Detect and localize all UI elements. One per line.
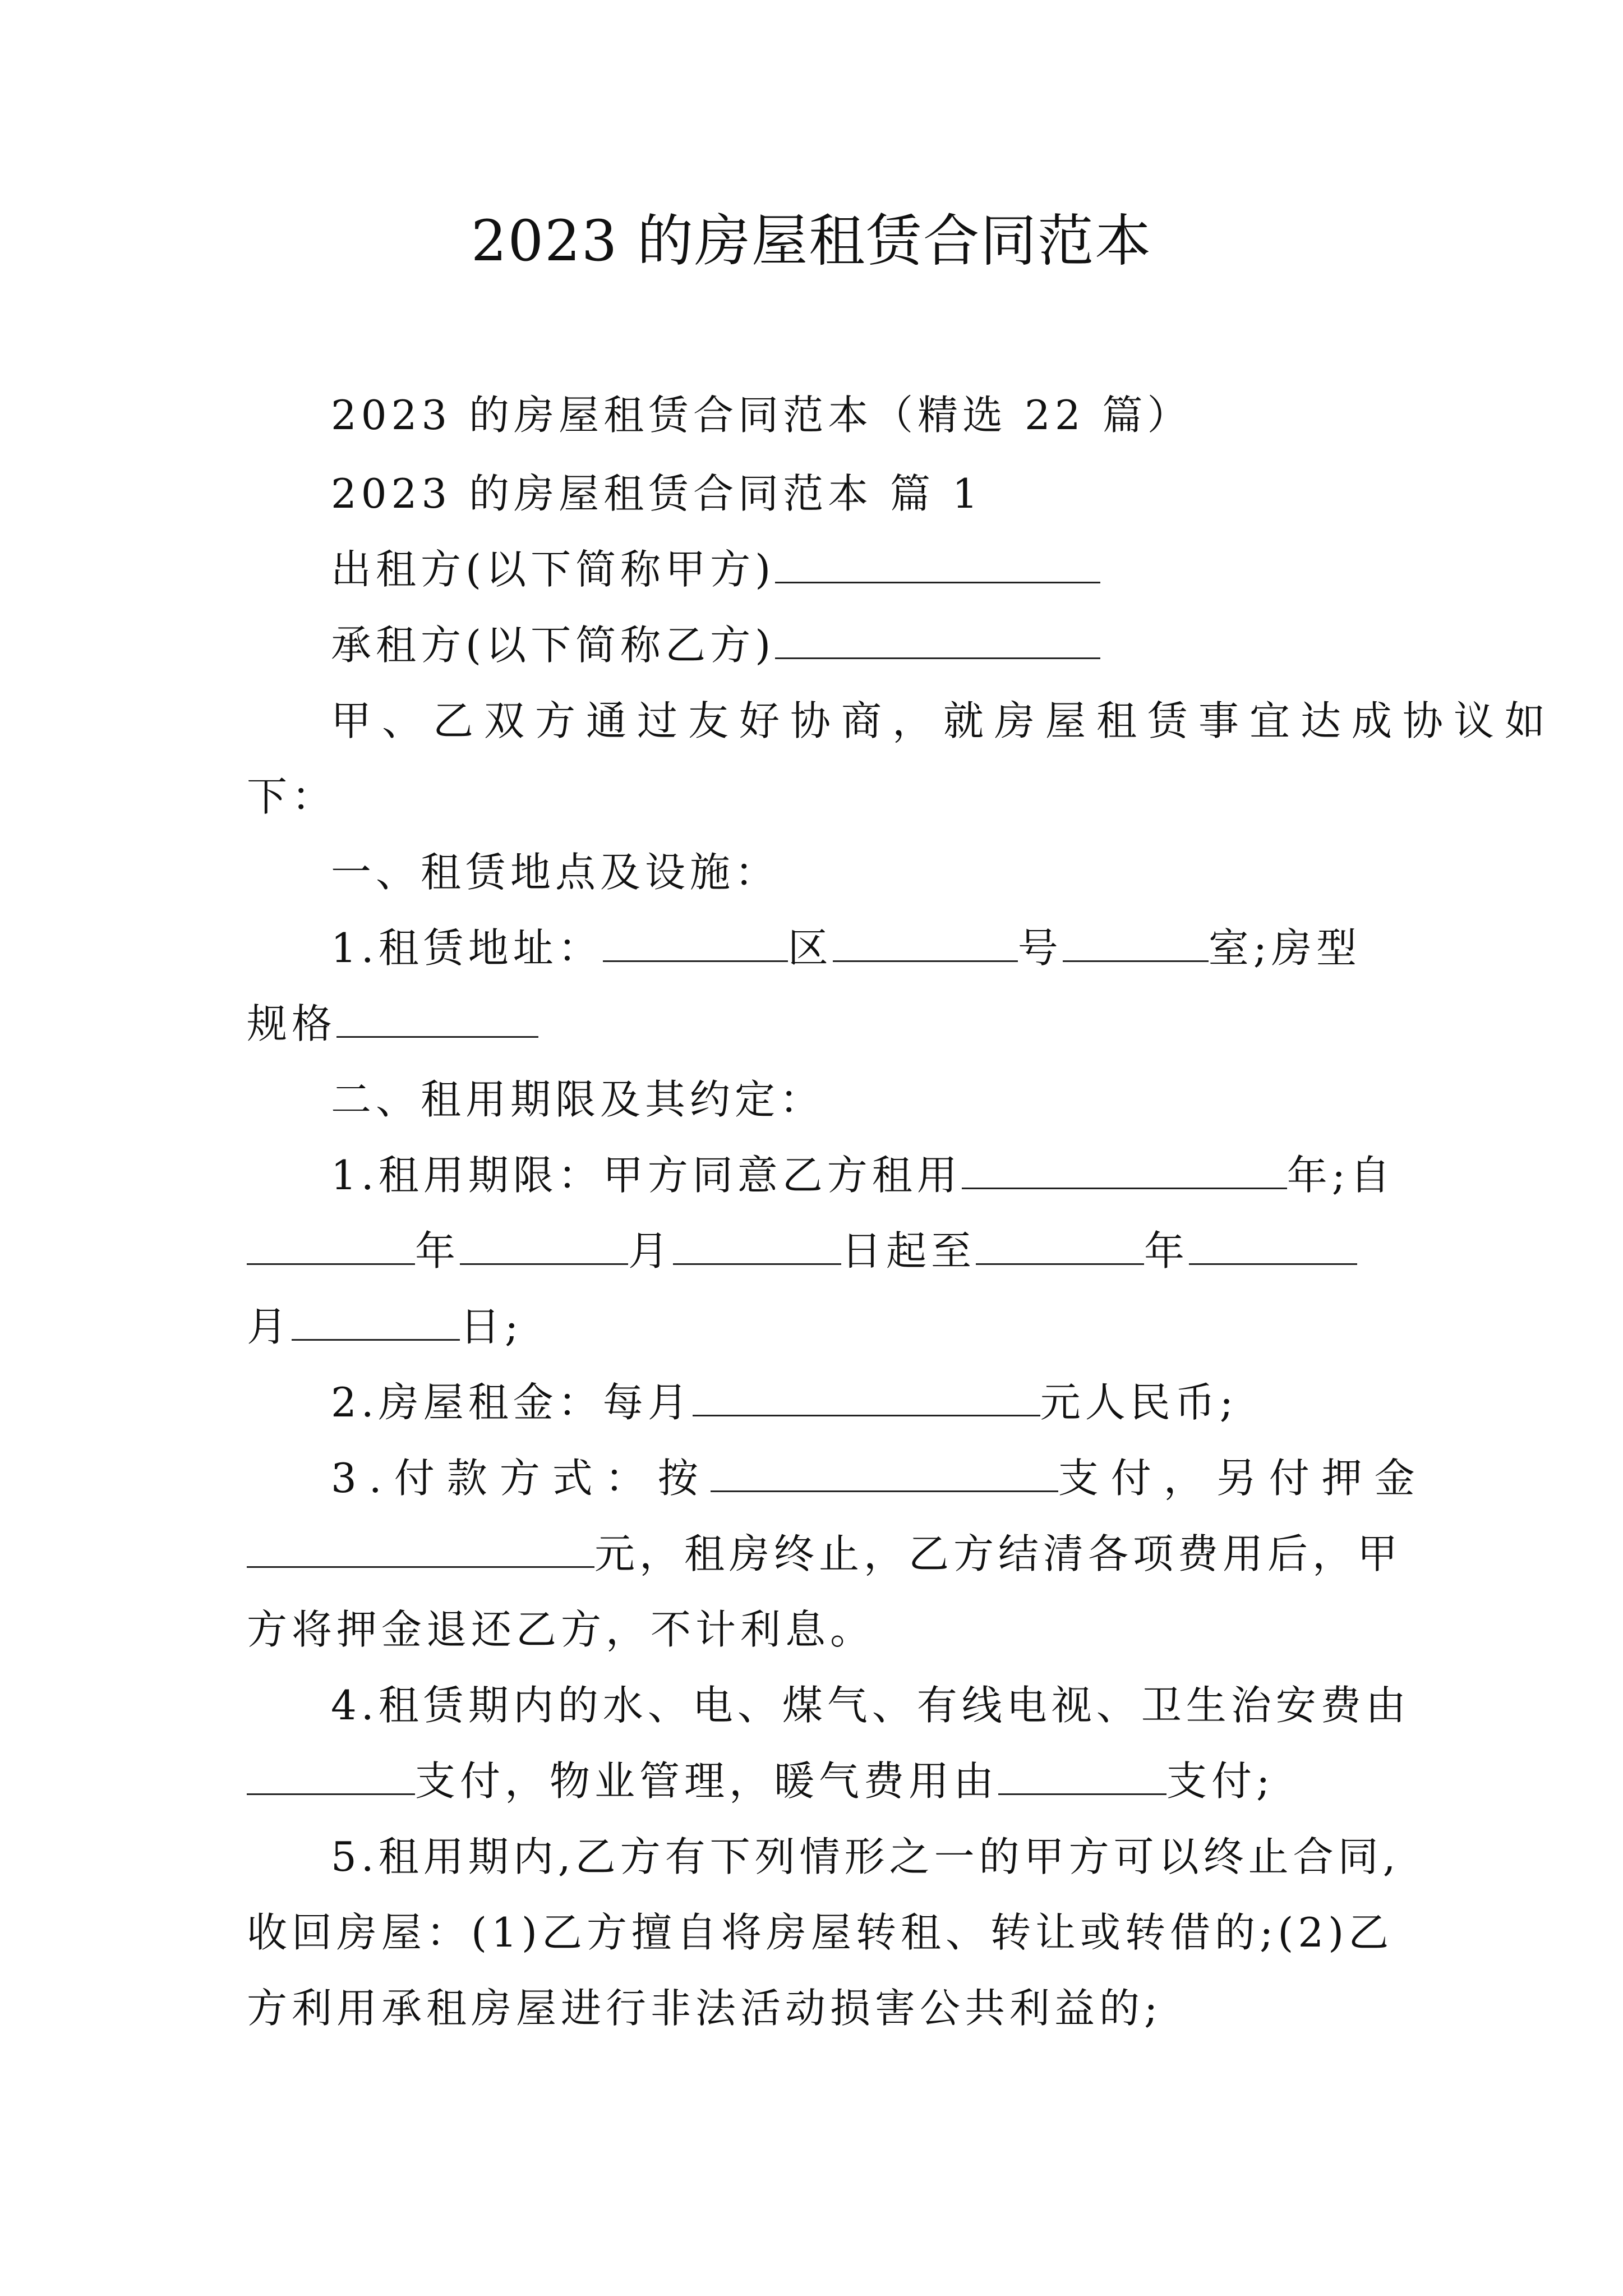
start-month-label: 月 [628,1227,674,1274]
start-month-blank [460,1227,628,1265]
agreement-text-1: 甲、乙双方通过友好协商，就房屋租赁事宜达成协议如 [331,697,1556,744]
agreement-line-1 [331,693,1556,749]
start-year-label: 年 [415,1227,460,1274]
end-year-label: 年 [1144,1227,1189,1274]
payment-text-3: 方将押金退还乙方，不计利息。 [247,1606,875,1653]
term-line-2 [247,1223,1357,1279]
start-day-blank [673,1227,841,1265]
term-years-blank [962,1152,1287,1189]
lessor-blank [775,546,1100,583]
deposit-blank [247,1530,594,1568]
payment-suffix: 支付，另付押金 [1058,1455,1427,1502]
term-suffix: 年;自 [1287,1152,1395,1199]
agreement-text-2: 下： [247,773,337,820]
end-year-blank [976,1227,1144,1265]
spec-line [247,996,538,1052]
rent-label: 2.房屋租金：每月 [331,1379,693,1426]
room-blank [1063,924,1209,962]
utilities-text-2: 支付，物业管理，暖气费用由 [415,1757,999,1805]
section-heading-line [331,466,983,522]
document-title: 2023 的房屋租赁合同范本 [471,208,1152,274]
address-label: 1.租赁地址： [331,924,603,972]
clause-2-heading: 二、租用期限及其约定： [331,1076,825,1123]
utilities-text-3: 支付; [1166,1757,1275,1805]
subtitle-text: 2023 的房屋租赁合同范本（精选 22 篇） [331,392,1192,439]
end-day-label: 日; [460,1303,523,1350]
payment-text-2: 元，租房终止，乙方结清各项费用后，甲 [594,1530,1403,1577]
lessee-blank [775,622,1100,659]
payment-line-1 [331,1450,1427,1506]
number-label: 号 [1017,924,1063,972]
start-day-label: 日起至 [841,1227,976,1274]
end-month-blank [1189,1227,1357,1265]
termination-line-3 [247,1980,1162,2036]
spec-label: 规格 [247,1000,337,1047]
term-line-1 [331,1147,1395,1203]
utilities-payer-blank [247,1757,415,1795]
property-payer-blank [998,1757,1166,1795]
payment-method-blank [711,1455,1058,1492]
subtitle-line [331,387,1192,443]
spec-blank [336,1000,538,1038]
clause-1-heading-line [331,844,780,900]
rent-suffix: 元人民币; [1040,1379,1238,1426]
payment-line-3 [247,1602,875,1658]
lessor-line [331,541,1100,597]
payment-label: 3.付款方式：按 [331,1455,711,1502]
utilities-line-2 [247,1753,1274,1809]
term-label: 1.租用期限：甲方同意乙方租用 [331,1152,962,1199]
rent-line [331,1374,1238,1430]
number-blank [833,924,1018,962]
termination-text-2: 收回房屋：(1)乙方擅自将房屋转租、转让或转借的;(2)乙 [247,1909,1394,1956]
district-label: 区 [787,924,833,972]
payment-line-2 [247,1526,1402,1582]
termination-line-1 [331,1829,1400,1885]
termination-line-2 [247,1904,1393,1961]
lessee-label: 承租方(以下简称乙方) [331,622,776,669]
start-year-blank [247,1227,415,1265]
lessor-label: 出租方(以下简称甲方) [331,546,776,593]
lessee-line [331,617,1100,673]
clause-1-heading: 一、租赁地点及设施： [331,849,780,896]
section-heading-text: 2023 的房屋租赁合同范本 篇 1 [331,470,983,517]
rent-blank [693,1379,1040,1416]
end-month-label: 月 [247,1303,292,1350]
clause-2-heading-line [331,1071,824,1128]
address-line [331,920,1361,976]
end-day-blank [292,1303,460,1341]
utilities-text-1: 4.租赁期内的水、电、煤气、有线电视、卫生治安费由 [331,1682,1410,1729]
termination-text-3: 方利用承租房屋进行非法活动损害公共利益的; [247,1985,1163,2032]
term-line-3 [247,1299,523,1355]
termination-text-1: 5.租用期内,乙方有下列情形之一的甲方可以终止合同, [331,1833,1400,1880]
utilities-line-1 [331,1677,1410,1733]
room-label: 室;房型 [1208,924,1361,972]
district-blank [603,924,788,962]
agreement-line-2 [247,769,336,825]
